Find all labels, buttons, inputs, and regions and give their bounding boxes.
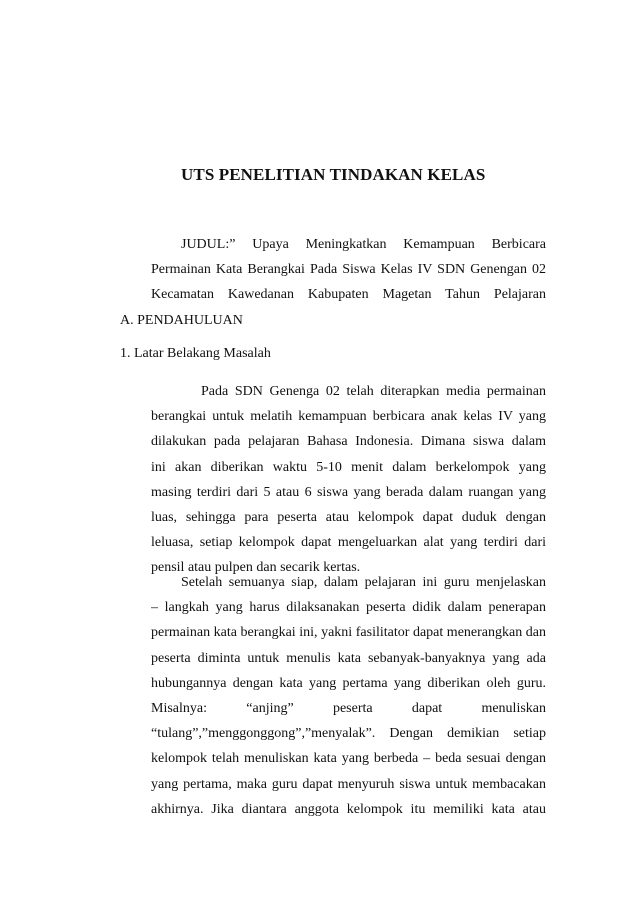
paragraph-line: Misalnya: “anjing” peserta dapat menuliskan	[151, 700, 546, 716]
paragraph-line: luas, sehingga para peserta atau kelompok dapat duduk dengan	[151, 509, 546, 525]
paragraph-line: Setelah semuanya siap, dalam pelajaran ini guru menjelaskan	[181, 575, 546, 590]
paragraph-line: yang pertama, maka guru dapat menyuruh siswa untuk membacakan	[151, 776, 546, 792]
subsection-heading-latar-belakang: 1. Latar Belakang Masalah	[120, 346, 271, 361]
paragraph-line: leluasa, setiap kelompok dapat mengeluarkan alat yang terdiri dari	[151, 535, 546, 551]
paragraph-line: “tulang”,”menggonggong”,”menyalak”. Dengan demikian setiap	[151, 726, 546, 742]
paragraph-line: dilakukan pada pelajaran Bahasa Indonesia. Dimana siswa dalam	[151, 434, 546, 450]
paragraph-2	[151, 570, 546, 822]
paragraph-line: permainan kata berangkai ini, yakni fasilitator dapat menerangkan dan	[151, 625, 546, 641]
paragraph-line: hubungannya dengan kata yang pertama yang diberikan oleh guru.	[151, 675, 546, 691]
paragraph-line: kelompok telah menuliskan kata yang berbeda – beda sesuai dengan	[151, 751, 546, 767]
section-heading-pendahuluan: A. PENDAHULUAN	[120, 313, 243, 328]
paragraph-1	[151, 379, 546, 581]
judul-line: JUDUL:” Upaya Meningkatkan Kemampuan Berbicara	[181, 237, 546, 252]
judul-block	[151, 232, 546, 308]
paragraph-line: Pada SDN Genenga 02 telah diterapkan media permainan	[201, 384, 546, 399]
page-title: UTS PENELITIAN TINDAKAN KELAS	[181, 165, 486, 184]
paragraph-line: pensil atau pulpen dan secarik kertas.	[151, 560, 361, 576]
judul-line: Kecamatan Kawedanan Kabupaten Magetan Tahun Pelajaran	[151, 287, 546, 303]
paragraph-line: masing terdiri dari 5 atau 6 siswa yang berada dalam ruangan yang	[151, 484, 546, 500]
paragraph-line: ini akan diberikan waktu 5-10 menit dalam berkelompok yang	[151, 459, 546, 475]
paragraph-line: berangkai untuk melatih kemampuan berbicara anak kelas IV yang	[151, 409, 546, 425]
paragraph-line: peserta diminta untuk menulis kata sebanyak-banyaknya yang ada	[151, 650, 546, 666]
judul-line: Permainan Kata Berangkai Pada Siswa Kelas IV SDN Genengan 02	[151, 262, 546, 278]
paragraph-line: – langkah yang harus dilaksanakan peserta didik dalam penerapan	[151, 600, 546, 616]
paragraph-line: akhirnya. Jika diantara anggota kelompok itu memiliki kata atau	[151, 801, 546, 817]
